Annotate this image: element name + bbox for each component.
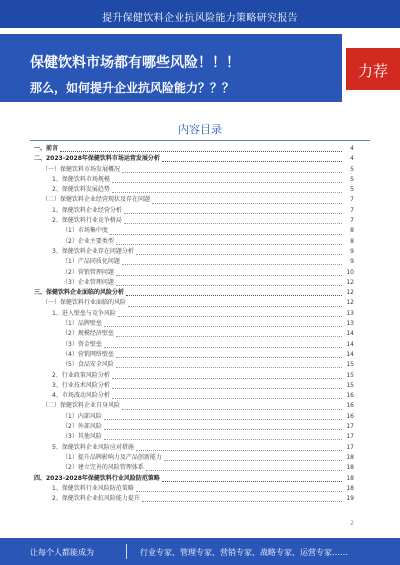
toc-entry-page: 17 xyxy=(346,423,354,431)
toc-entry-page: 14 xyxy=(346,330,354,338)
toc-entry-label: （2）外部风险 xyxy=(62,423,102,431)
toc-leader-dots xyxy=(146,465,342,471)
toc-entry[interactable] xyxy=(34,216,354,226)
toc-entry-label: 四、2023-2028年保健饮料行业风险防范策略 xyxy=(34,474,160,482)
toc-entry[interactable] xyxy=(34,278,354,288)
toc-leader-dots xyxy=(104,434,342,440)
toc-entry-page: 9 xyxy=(350,247,354,255)
toc-entry-label: （2）规模经济壁垒 xyxy=(62,330,114,338)
toc-leader-dots xyxy=(122,259,342,265)
toc-entry[interactable] xyxy=(34,247,354,257)
toc-entry-label: （二）保健饮料企业经营现状及存在问题 xyxy=(42,196,151,204)
footer-bar xyxy=(0,538,400,565)
toc-leader-dots xyxy=(112,373,342,379)
toc-entry-page: 13 xyxy=(346,320,354,328)
toc-entry-label: （1）内部风险 xyxy=(62,412,102,420)
toc-entry[interactable] xyxy=(34,422,354,432)
toc-entry[interactable] xyxy=(34,453,354,463)
toc-entry-label: （1）产品同质化问题 xyxy=(62,258,120,266)
risk-banner xyxy=(0,34,342,102)
toc-leader-dots xyxy=(124,208,342,214)
toc-entry[interactable] xyxy=(34,371,354,381)
toc-leader-dots xyxy=(118,311,342,317)
banner-headline: 保健饮料市场都有哪些风险！！！ xyxy=(30,55,240,71)
toc-entry[interactable] xyxy=(34,268,354,278)
toc-entry-label: （2）建立完善的风险管理体系 xyxy=(62,464,144,472)
toc-leader-dots xyxy=(104,414,342,420)
toc-entry[interactable] xyxy=(34,391,354,401)
toc-entry-label: （2）企业主要类型 xyxy=(62,237,114,245)
toc-entry[interactable] xyxy=(34,319,354,329)
toc-entry-page: 5 xyxy=(350,175,354,183)
top-header-bar xyxy=(0,0,400,28)
toc-entry[interactable] xyxy=(34,144,354,154)
toc-entry-page: 4 xyxy=(350,155,354,163)
toc-entry-label: （1）市场集中度 xyxy=(62,227,108,235)
toc-leader-dots xyxy=(112,383,342,389)
toc-entry-label: 2、保健饮料行业竞争格局 xyxy=(52,217,122,225)
brand-badge-text: 力荐 xyxy=(357,62,388,80)
toc-entry-page: 16 xyxy=(346,402,354,410)
toc-leader-dots xyxy=(116,280,342,286)
toc-entry[interactable] xyxy=(34,340,354,350)
toc-leader-dots xyxy=(112,393,342,399)
toc-entry-page: 7 xyxy=(350,217,354,225)
toc-entry[interactable] xyxy=(34,288,354,298)
brand-badge xyxy=(346,48,400,90)
toc-entry[interactable] xyxy=(34,257,354,267)
toc-entry-page: 19 xyxy=(346,495,354,503)
toc-entry-page: 15 xyxy=(346,381,354,389)
toc-entry-label: （一）保健饮料行业面临的风险 xyxy=(42,299,127,307)
toc-entry-page: 15 xyxy=(346,361,354,369)
toc-entry-page: 10 xyxy=(346,268,354,276)
toc-entry-page: 18 xyxy=(346,464,354,472)
toc-entry[interactable] xyxy=(34,381,354,391)
toc-leader-dots xyxy=(110,229,342,235)
toc-leader-dots xyxy=(112,177,342,183)
toc-leader-dots xyxy=(164,455,342,461)
toc-entry-page: 12 xyxy=(346,289,354,297)
toc-entry-label: 1、保健饮料企业经营分析 xyxy=(52,206,122,214)
toc-entry-page: 17 xyxy=(346,433,354,441)
toc-entry-page: 8 xyxy=(350,227,354,235)
toc-entry[interactable] xyxy=(34,195,354,205)
toc-leader-dots xyxy=(116,352,342,358)
toc-entry[interactable] xyxy=(34,175,354,185)
toc-leader-dots xyxy=(116,362,342,368)
toc-entry-label: （3）其他风险 xyxy=(62,433,102,441)
toc-entry-label: 4、市场波动风险分析 xyxy=(52,392,110,400)
toc-entry[interactable] xyxy=(34,185,354,195)
toc-entry-page: 14 xyxy=(346,340,354,348)
toc-entry-label: 1、保健饮料行业风险防范策略 xyxy=(52,484,134,492)
toc-entry[interactable] xyxy=(34,463,354,473)
toc-entry-label: （一）保健饮料市场发展概况 xyxy=(42,165,121,173)
toc-entry[interactable] xyxy=(34,329,354,339)
toc-entry-label: 3、行业技术风险分析 xyxy=(52,381,110,389)
footer-separator xyxy=(126,544,127,559)
toc-entry-label: （1）提升品牌影响力及产品创新能力 xyxy=(62,453,162,461)
toc-entry-label: （3）企业管理问题 xyxy=(62,278,114,286)
toc-leader-dots xyxy=(122,404,342,410)
toc-entry-page: 18 xyxy=(346,453,354,461)
toc-leader-dots xyxy=(104,424,342,430)
toc-entry-label: 二、2023-2028年保健饮料市场运营发展分析 xyxy=(34,155,160,163)
toc-entry-label: 2、保健饮料企业抗风险能力提升 xyxy=(52,495,140,503)
toc-entry-page: 18 xyxy=(346,474,354,482)
toc-entry-label: 2、保健饮料发展趋势 xyxy=(52,186,110,194)
toc-leader-dots xyxy=(136,445,342,451)
toc-title: 内容目录 xyxy=(178,123,222,136)
toc-entry[interactable] xyxy=(34,154,354,164)
toc-entry-page: 9 xyxy=(350,258,354,266)
toc-leader-dots xyxy=(128,301,342,307)
footer-roles: 行业专家、管理专家、营销专家、战略专家、运营专家…… xyxy=(140,548,348,557)
toc-leader-dots xyxy=(152,198,342,204)
toc-entry[interactable] xyxy=(34,350,354,360)
toc-entry-label: （3）资金壁垒 xyxy=(62,340,102,348)
toc-leader-dots xyxy=(142,496,342,502)
toc-leader-dots xyxy=(124,218,342,224)
toc-entry-page: 14 xyxy=(346,350,354,358)
toc-entry-page: 7 xyxy=(350,206,354,214)
toc-entry-page: 18 xyxy=(346,484,354,492)
toc-entry[interactable] xyxy=(34,165,354,175)
table-of-contents xyxy=(34,144,354,504)
toc-entry-page: 16 xyxy=(346,412,354,420)
toc-entry-page: 12 xyxy=(346,278,354,286)
toc-entry-page: 7 xyxy=(350,196,354,204)
report-title: 提升保健饮料企业抗风险能力策略研究报告 xyxy=(102,13,298,24)
toc-entry[interactable] xyxy=(34,494,354,504)
page-number: 2 xyxy=(350,520,354,527)
toc-entry[interactable] xyxy=(34,443,354,453)
toc-leader-dots xyxy=(116,239,342,245)
toc-entry[interactable] xyxy=(34,401,354,411)
banner-subheadline: 那么，如何提升企业抗风险能力？？？ xyxy=(30,81,235,95)
toc-leader-dots xyxy=(104,342,342,348)
toc-leader-dots xyxy=(112,187,342,193)
toc-leader-dots xyxy=(60,146,342,152)
toc-entry[interactable] xyxy=(34,237,354,247)
toc-entry[interactable] xyxy=(34,226,354,236)
toc-entry[interactable] xyxy=(34,474,354,484)
toc-entry-page: 17 xyxy=(346,443,354,451)
toc-entry-page: 15 xyxy=(346,371,354,379)
toc-entry-page: 8 xyxy=(350,237,354,245)
toc-leader-dots xyxy=(162,156,342,162)
toc-entry[interactable] xyxy=(34,206,354,216)
toc-leader-dots xyxy=(126,290,342,296)
toc-leader-dots xyxy=(116,331,342,337)
toc-leader-dots xyxy=(122,167,342,173)
toc-entry[interactable] xyxy=(34,298,354,308)
toc-leader-dots xyxy=(104,321,342,327)
toc-entry-page: 4 xyxy=(350,145,354,152)
toc-entry-label: （5）食品安全风险 xyxy=(62,361,114,369)
toc-entry-page: 5 xyxy=(350,165,354,173)
toc-leader-dots xyxy=(136,486,342,492)
footer-slogan: 让每个人都能成为 xyxy=(30,548,94,557)
toc-entry-label: （1）品牌壁垒 xyxy=(62,320,102,328)
toc-entry-label: （4）营销网络壁垒 xyxy=(62,350,114,358)
toc-entry-label: （二）保健饮料企业自身风险 xyxy=(42,402,121,410)
toc-divider xyxy=(30,140,370,141)
toc-entry-label: 3、保健饮料企业存在问题分析 xyxy=(52,247,134,255)
toc-entry-label: 三、保健饮料企业面临的风险分析 xyxy=(34,289,125,297)
toc-entry-label: 1、保健饮料市场规模 xyxy=(52,175,110,183)
toc-entry[interactable] xyxy=(34,484,354,494)
toc-entry[interactable] xyxy=(34,309,354,319)
toc-entry-label: （2）营销管理问题 xyxy=(62,268,114,276)
toc-entry-page: 16 xyxy=(346,392,354,400)
toc-leader-dots xyxy=(162,476,342,482)
toc-entry[interactable] xyxy=(34,412,354,422)
toc-entry[interactable] xyxy=(34,432,354,442)
toc-entry-page: 5 xyxy=(350,186,354,194)
toc-entry-label: 2、行业政策风险分析 xyxy=(52,371,110,379)
toc-entry-page: 12 xyxy=(346,299,354,307)
toc-leader-dots xyxy=(116,270,342,276)
toc-entry-label: 一、前言 xyxy=(34,145,59,152)
toc-entry[interactable] xyxy=(34,360,354,370)
toc-entry-page: 13 xyxy=(346,309,354,317)
toc-entry-label: 1、进入壁垒与竞争风险 xyxy=(52,309,116,317)
toc-leader-dots xyxy=(136,249,342,255)
toc-entry-label: 5、保健饮料企业风险应对措施 xyxy=(52,443,134,451)
